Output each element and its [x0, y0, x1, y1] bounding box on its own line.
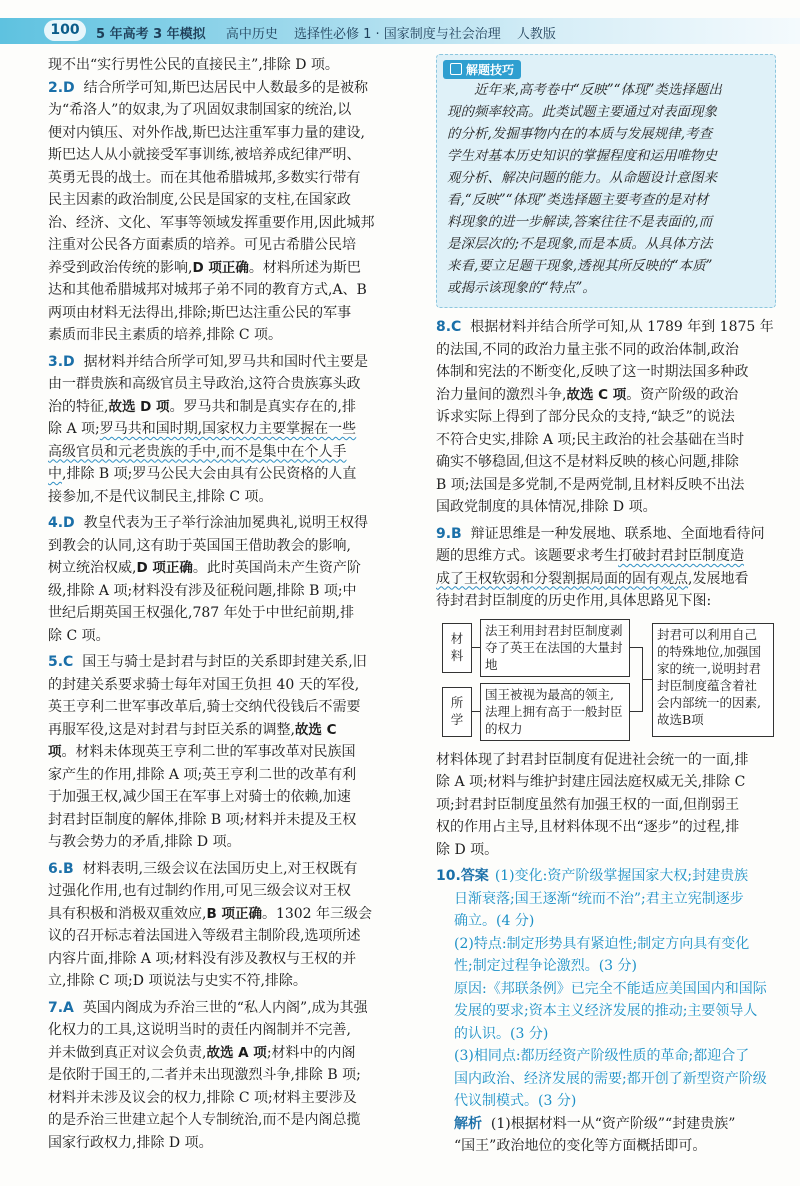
analysis-label: 解析: [454, 1115, 482, 1132]
right-column: [436, 54, 776, 1162]
diagram-result-box: 封君可以利用自己的特殊地位,加强国家的统一,说明封君封臣制度蕴含着社会内部统一的因素,故选B项: [652, 623, 774, 737]
left-column: [48, 54, 420, 1158]
tips-label: 解题技巧: [443, 60, 521, 79]
continuation-line: 现不出“实行男性公民的直接民主”,排除 D 项。: [48, 57, 339, 73]
answer-item-3: 3.D 据材料并结合所学可知,罗马共和国时代主要是 由一群贵族和高级官员主导政治,这符合贵族寡头政 治的特征,故选 D 项。罗马共和制是真实存在的,排 除 A 项;罗马共和国时期,国家权力主要掌握在一些 高级官员和元老贵族的手中,而不是集中在个人手 中,排除 B 项;罗马公民大会由具有公民资格的人直 接参加,不是代议制民主,排除 C 项。: [48, 351, 420, 509]
reasoning-diagram: [436, 617, 776, 743]
header-brand: 5 年高考 3 年模拟: [96, 27, 206, 42]
diagram-connector: [472, 647, 480, 648]
diagram-connector: [630, 647, 642, 648]
diagram-box-2: 国王被视为最高的领主,法理上拥有高于一般封臣的权力: [480, 683, 630, 741]
header-text: [96, 23, 568, 42]
question-number: 7.A: [48, 999, 74, 1016]
diagram-material-box: 材料: [442, 623, 472, 673]
key-phrase-underline: 罗马共和国时期,国家权力主要掌握在一些: [99, 421, 357, 437]
question-number: 4.D: [48, 515, 75, 531]
answer-highlight: 故选 C: [294, 721, 337, 738]
page-number: 100: [44, 20, 86, 41]
question-number: 10.: [436, 868, 461, 884]
answer-item-8: 8.C 根据材料并结合所学可知,从 1789 年到 1875 年 的法国,不同的政治力量主张不同的政治体制,政治 体制和宪法的不断变化,反映了这一时期法国多种政 治力量间的激烈斗争,故选 C 项。资产阶级的政治 诉求实际上得到了部分民众的支持,“缺乏”的说法 不符合史实,排除 A 项;民主政治的社会基础在当时 确实不够稳固,但这不是材料反映的核心问题,排除 B 项;法国是多党制,不是两党制,且材料反映不出法 国政党制度的具体情况,排除 D 项。: [436, 319, 774, 515]
answer-highlight: D 项正确: [136, 560, 193, 576]
key-phrase-underline: 高级官员和元老贵族的手中,而不是集中在个人手: [48, 443, 347, 460]
answer-item-6: 6.B 材料表明,三级会议在法国历史上,对王权既有 过强化作用,也有过制约作用,可见三级会议对王权 具有积极和消极双重效应,B 项正确。1302 年三级会 议的召开标志着法国进入等级君主制阶段,选项所述 内容片面,排除 A 项;材料没有涉及教权与王权的并 立,排除 C 项;D 项说法与史实不符,排除。: [48, 860, 373, 989]
answer-highlight: 故选 D 项: [108, 398, 170, 415]
answer-highlight: B 项正确: [206, 905, 262, 922]
header-subject: 高中历史: [225, 27, 278, 42]
solving-tips-box: 解题技巧 近年来,高考卷中“反映”“体现”类选择题出 现的频率较高。此类试题主要通过对表面现象 的分析,发掘事物内在的本质与发展规律,考查 学生对基本历史知识的掌握程度和运用唯物史 观分析、解决问题的能力。从命题设计意图来 看,“反映”“体现”类选择题主要考查的是对材 料现象的进一步解读,答案往往不是表面的,而 是深层次的;不是现象,而是本质。从具体方法 来看,要立足题干现象,透视其所反映的“本质” 或揭示该现象的“特点”。: [436, 54, 776, 308]
question-number: 3.D: [48, 353, 75, 370]
diagram-connector: [642, 679, 652, 680]
question-number: 9.B: [436, 525, 462, 542]
question-number: 8.C: [436, 319, 462, 335]
answer-item-4: 4.D 教皇代表为王子举行涂油加冕典礼,说明王权得 到教会的认同,这有助于英国国王借助教会的影响, 树立统治权威,D 项正确。此时英国尚未产生资产阶 级,排除 A 项;材料没有涉及征税问题,排除 B 项;中 世纪后期英国王权强化,787 年处于中世纪前期,排 除 C 项。: [48, 515, 369, 644]
answer-item-7: 7.A 英国内阁成为乔治三世的“私人内阁”,成为其强 化权力的工具,这说明当时的责任内阁制并不完善, 并未做到真正对议会负责,故选 A 项;材料中的内阁 是依附于国王的,二者并未出现激烈斗争,排除 B 项; 材料并未涉及议会的权力,排除 C 项;材料主要涉及 的是乔治三世建立起个人专制统治,而不是内阁总揽 国家行政权力,排除 D 项。: [48, 999, 368, 1151]
diagram-known-box: 所学: [442, 687, 472, 737]
question-number: 6.B: [48, 860, 74, 877]
page-header: [0, 0, 800, 46]
diagram-connector: [472, 711, 480, 712]
header-edition: 人教版: [516, 27, 556, 42]
answer-item-5: 5.C 国王与骑士是封君与封臣的关系即封建关系,旧 的封建关系要求骑士每年对国王负担 40 天的军役, 英王亨利二世军事改革后,骑士交纳代役钱后不需要 再服军役,这是对封君与封臣关系的调整,故选 C 项。材料未体现英王亨利二世的军事改革对民族国 家产生的作用,排除 A 项;英王亨利二世的改革有利 于加强王权,减少国王在军事上对骑士的依赖,加速 封君封臣制度的解体,排除 B 项;材料并未提及王权 与教会势力的矛盾,排除 D 项。: [48, 654, 367, 850]
header-book: 选择性必修 1 · 国家制度与社会治理: [293, 27, 501, 42]
answer-highlight: 故选 A 项: [206, 1044, 267, 1061]
diagram-connector: [630, 711, 642, 712]
question-number: 5.C: [48, 654, 74, 670]
key-phrase-underline: 打破封君封臣制度造: [618, 548, 744, 564]
answer-highlight: D 项正确: [192, 259, 249, 276]
diagram-box-1: 法王利用封君封臣制度剥夺了英王在法国的大量封地: [480, 619, 630, 677]
tips-icon: [450, 63, 462, 75]
question-number: 2.D: [48, 79, 75, 96]
answer-item-9: 9.B 辩证思维是一种发展地、联系地、全面地看待问 题的思维方式。该题要求考生打破封君封臣制度造 成了王权软弱和分裂割据局面的固有观点,发展地看 待封君封臣制度的历史作用,具体思路见下图: 材料 所学 法王利用封君封臣制度剥夺了英王在法国的大量封地 国王被视为最高的领主,法理上拥有高于一般封臣的权力 封君可以利用自己的特殊地位,加强国家的统一,说明封君封臣制度蕴含着社会内部统一的因素,故选B项 材料体现了封君封臣制度有促进社会统一的一面,排 除 A 项;材料与维护封建庄园法庭权威无关,排除 C 项;封君封臣制度虽然有加强王权的一面,但削弱王 权的作用占主导,且材料体现不出“逐步”的过程,排 除 D 项。: [436, 523, 776, 862]
answer-item-2: 2.D 结合所学可知,斯巴达居民中人数最多的是被称 为“希洛人”的奴隶,为了巩固奴隶制国家的统治,以 便对内镇压、对外作战,斯巴达注重军事力量的建设, 斯巴达人从小就接受军事训练,被培养成纪律严明、 英勇无畏的战士。而在其他希腊城邦,多数实行带有 民主因素的政治制度,公民是国家的支柱,在国家政 治、经济、文化、军事等领域发挥重要作用,因此城邦 注重对公民各方面素质的培养。可见古希腊公民培 养受到政治传统的影响,D 项正确。材料所述为斯巴 达和其他希腊城邦对城邦子弟不同的教育方式,A、B 两项由材料无法得出,排除;斯巴达注重公民的军事 素质而非民主素质的培养,排除 C 项。: [48, 79, 375, 343]
answer-item-10: 10.答案 (1)变化:资产阶级掌握国家大权;封建贵族 日渐衰落;国王逐渐“统而不治”;君主立宪制逐步 确立。(4 分) (2)特点:制定形势具有紧迫性;制定方向具有变化 性;制定过程争论激烈。(3 分) 原因:《邦联条例》已完全不能适应美国国内和国际 发展的要求;资本主义经济发展的推动;主要领导人 的认识。(3 分) (3)相同点:都历经资产阶级性质的革命;都迎合了 国内政治、经济发展的需要;都开创了新型资产阶级 代议制模式。(3 分) 解析 (1)根据材料一从“资产阶级”“封建贵族” “国王”政治地位的变化等方面概括即可。: [436, 868, 767, 1154]
answer-label: 答案: [460, 868, 489, 884]
answer-highlight: 故选 C 项: [566, 386, 627, 403]
